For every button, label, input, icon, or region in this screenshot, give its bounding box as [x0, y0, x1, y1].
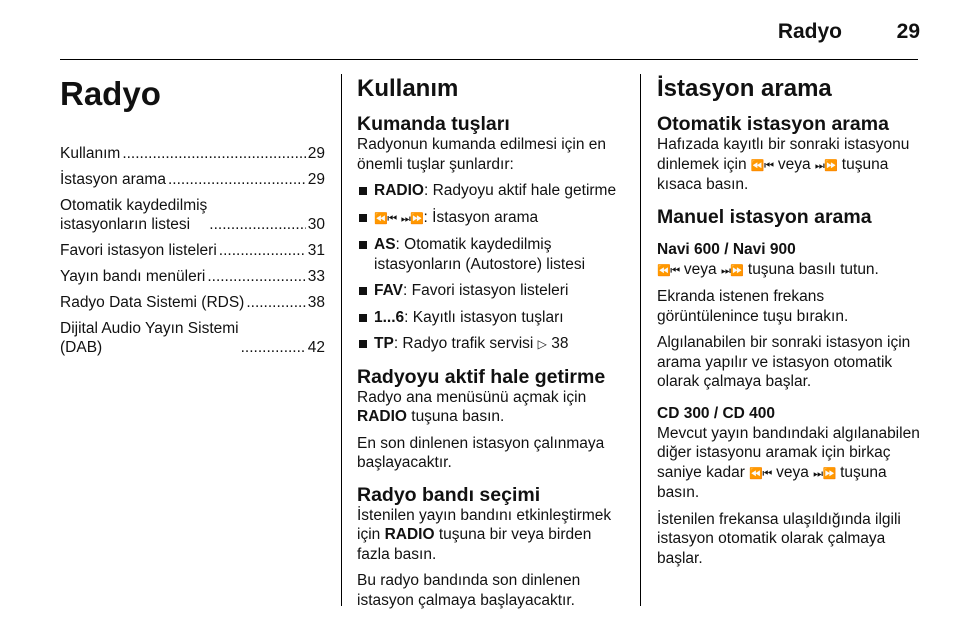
page-reference[interactable]: 38 [551, 335, 569, 352]
navi-heading: Navi 600 / Navi 900 [657, 240, 796, 258]
seek-back-icon: ⏪⏮ [374, 211, 397, 225]
toc-entry-text: Dijital Audio Yayın Sistemi (DAB) [60, 320, 239, 356]
toc-column [60, 74, 325, 364]
list-item [357, 181, 625, 201]
bullet-icon [359, 340, 367, 348]
toc-leader [209, 215, 305, 234]
seek-forward-icon: ⏭⏩ [720, 263, 744, 277]
bullet-icon [359, 241, 367, 249]
radio-key-label: RADIO [374, 182, 424, 199]
column-divider-2 [640, 74, 641, 606]
running-header-title: Radyo [777, 20, 842, 43]
control-keys-heading: Kumanda tuşları [357, 113, 510, 135]
as-key-label: AS [374, 236, 396, 253]
seek-back-icon: ⏪⏮ [749, 466, 772, 480]
toc-entry-page: 29 [307, 171, 325, 188]
band-select-note: Bu radyo bandında son dinlenen istasyon çalmaya başlayacaktır. [357, 572, 581, 609]
navi-text: ⏪⏮ veya ⏭⏩ tuşuna basılı tutun. [657, 260, 879, 278]
toc-entry-text: Favori istasyon listeleri [60, 242, 217, 259]
toc-entry-page: 33 [307, 268, 325, 285]
fav-key-label: FAV [374, 282, 403, 299]
activate-radio-note: En son dinlenen istasyon çalınmaya başlayacaktır. [357, 434, 605, 471]
station-search-heading: İstasyon arama [657, 75, 832, 102]
toc-leader [122, 144, 305, 163]
toc-entry-text: Otomatik kaydedilmiş istasyonların listesi [60, 197, 208, 233]
control-keys-intro: Radyonun kumanda edilmesi için en önemli tuşlar şunlardır: [357, 136, 607, 173]
radio-key-label: RADIO [384, 526, 435, 543]
list-item-text: : Radyoyu aktif hale getirme [423, 182, 617, 199]
cd-result-text: İstenilen frekansa ulaşıldığında ilgili istasyon otomatik olarak çalmaya başlar. [657, 510, 901, 567]
activate-radio-text: Radyo ana menüsünü açmak için RADIO tuşuna basın. [357, 388, 587, 425]
toc-leader [246, 293, 305, 312]
seek-forward-icon: ⏭⏩ [814, 158, 838, 172]
list-item-text: : İstasyon arama [423, 208, 539, 226]
usage-heading: Kullanım [357, 75, 459, 102]
bullet-icon [359, 187, 367, 195]
seek-back-icon: ⏪⏮ [657, 263, 680, 277]
band-select-text: İstenilen yayın bandını etkinleştirmek için RADIO tuşuna bir veya birden fazla basın. [357, 506, 612, 563]
seek-forward-icon: ⏭⏩ [813, 466, 836, 480]
radio-key-label: RADIO [357, 408, 407, 425]
toc-entry-text: Radyo Data Sistemi (RDS) [60, 294, 245, 311]
list-item [357, 208, 625, 229]
seek-back-icon: ⏪⏮ [750, 158, 774, 172]
header-divider [60, 59, 918, 60]
toc-entry-page: 29 [307, 145, 325, 162]
toc-leader [168, 170, 306, 189]
toc-entry-page: 42 [307, 339, 325, 356]
usage-column [357, 74, 625, 617]
toc-entry[interactable] [60, 241, 325, 260]
cd-text: Mevcut yayın bandındaki algılanabilen diğer istasyonu aramak için birkaç saniye kadar ⏪⏮ veya ⏭⏩ tuşuna basın. [657, 424, 920, 501]
table-of-contents [60, 144, 325, 357]
toc-entry-page: 31 [307, 242, 325, 259]
navi-release-text: Ekranda istenen frekans görüntülenince tuşu bırakın. [657, 288, 849, 325]
navi-search-text: Algılanabilen bir sonraki istasyon için arama yapılır ve istasyon otomatik olarak çalmaya başlar. [657, 334, 911, 390]
toc-entry[interactable] [60, 144, 325, 163]
toc-entry-page: 30 [307, 216, 325, 233]
list-item [357, 235, 625, 274]
auto-search-text: Hafızada kayıtlı bir sonraki istasyonu dinlemek için ⏪⏮ veya ⏭⏩ tuşuna kısaca basın. [657, 136, 910, 193]
list-item-text: : Otomatik kaydedilmiş istasyonların (Autostore) listesi [374, 236, 586, 273]
list-item [357, 281, 625, 301]
list-item [357, 308, 625, 328]
toc-entry[interactable] [60, 293, 325, 312]
bullet-icon [359, 214, 367, 222]
toc-entry-text: İstasyon arama [60, 171, 166, 188]
toc-entry-text: Kullanım [60, 145, 121, 162]
toc-entry[interactable] [60, 196, 325, 234]
manual-search-heading: Manuel istasyon arama [657, 205, 872, 228]
chapter-title: Radyo [60, 75, 161, 112]
list-item-text: : Radyo trafik servisi [393, 335, 538, 352]
page-reference-arrow-icon: ▷ [537, 337, 547, 351]
toc-leader [219, 241, 306, 260]
column-divider-1 [341, 74, 342, 606]
band-select-heading: Radyo bandı seçimi [357, 483, 541, 506]
toc-entry[interactable] [60, 170, 325, 189]
toc-leader [207, 267, 305, 286]
list-item-text: : Kayıtlı istasyon tuşları [404, 308, 564, 326]
bullet-icon [359, 287, 367, 295]
tp-key-label: TP [374, 335, 394, 352]
activate-radio-heading: Radyoyu aktif hale getirme [357, 365, 606, 388]
station-search-column [657, 74, 927, 575]
list-item [357, 334, 625, 355]
toc-entry-page: 38 [307, 294, 325, 311]
toc-entry[interactable] [60, 267, 325, 286]
auto-search-heading: Otomatik istasyon arama [657, 113, 889, 135]
toc-leader [241, 338, 306, 357]
preset-keys-label: 1...6 [374, 308, 405, 326]
toc-entry[interactable] [60, 319, 325, 357]
page-number: 29 [896, 20, 920, 43]
cd-heading: CD 300 / CD 400 [657, 404, 776, 422]
toc-entry-text: Yayın bandı menüleri [60, 268, 206, 285]
control-keys-list [357, 181, 625, 355]
seek-forward-icon: ⏭⏩ [400, 211, 424, 225]
list-item-text: : Favori istasyon listeleri [403, 282, 569, 299]
bullet-icon [359, 314, 367, 322]
